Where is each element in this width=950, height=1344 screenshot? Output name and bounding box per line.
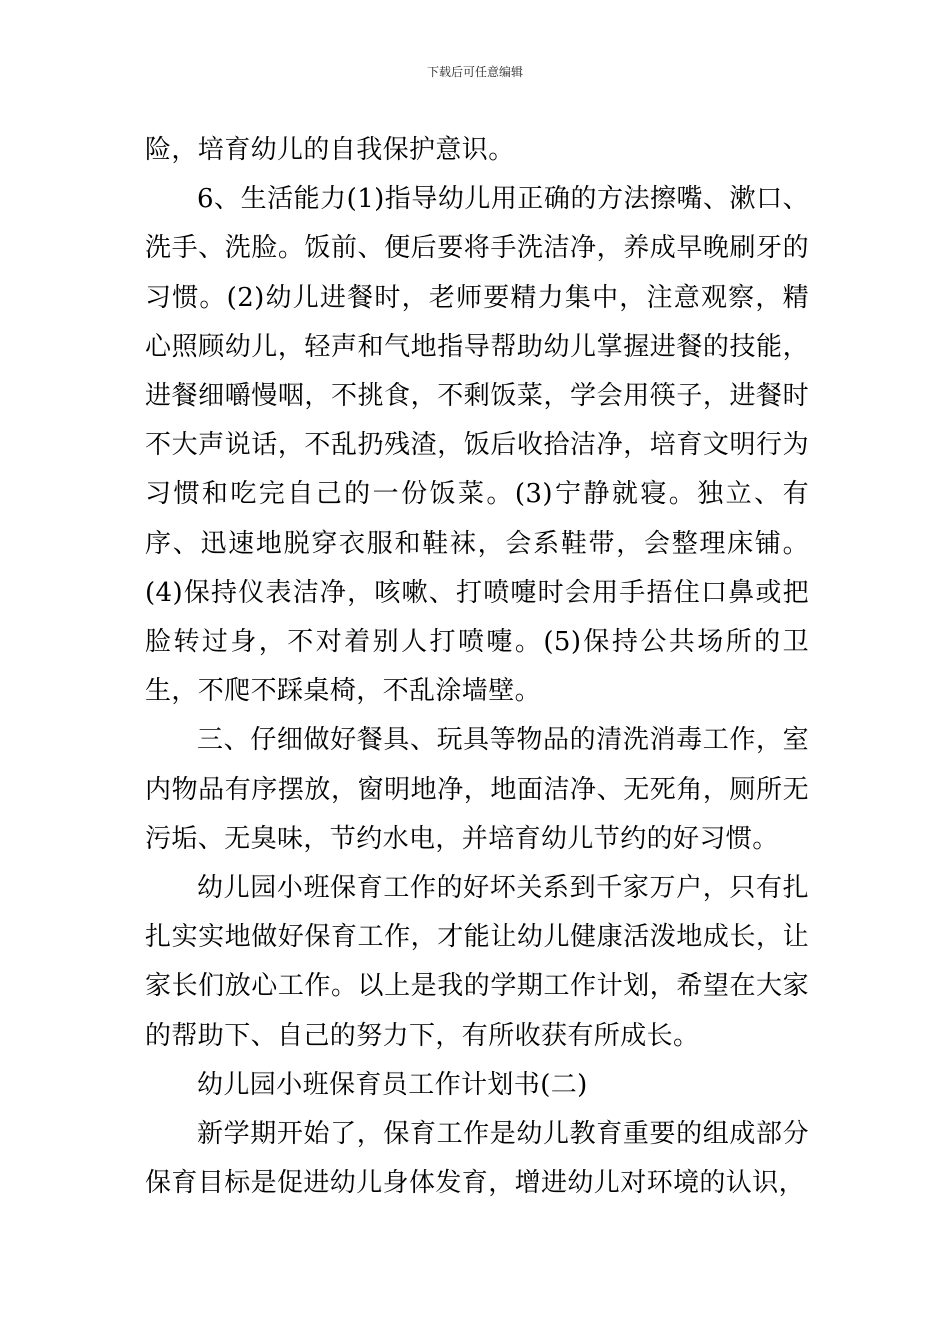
document-body (145, 126, 809, 1208)
paragraph-disinfection: 三、仔细做好餐具、玩具等物品的清洗消毒工作，室内物品有序摆放，窗明地净，地面洁净、无死角，厕所无污垢、无臭味，节约水电，并培育幼儿节约的好习惯。 (145, 725, 809, 854)
paragraph-continuation: 险，培育幼儿的自我保护意识。 (145, 135, 515, 165)
paragraph-conclusion: 幼儿园小班保育工作的好坏关系到千家万户，只有扎扎实实地做好保育工作，才能让幼儿健康活泼地成长，让家长们放心工作。以上是我的学期工作计划，希望在大家的帮助下、自己的努力下，有所收获有所成长。 (145, 873, 809, 1051)
paragraph-new-semester: 新学期开始了，保育工作是幼儿教育重要的组成部分保育目标是促进幼儿身体发育，增进幼儿对环境的认识， (145, 1119, 809, 1199)
page-header: 下载后可任意编辑 (426, 65, 523, 79)
section-title: 幼儿园小班保育员工作计划书(二) (197, 1069, 588, 1100)
paragraph-life-skills: 6、生活能力(1)指导幼儿用正确的方法擦嘴、漱口、洗手、洗脸。饭前、便后要将手洗洁净，养成早晚刷牙的习惯。(2)幼儿进餐时，老师要精力集中，注意观察，精心照顾幼儿，轻声和气地指导帮助幼儿掌握进餐的技能，进餐细嚼慢咽，不挑食，不剩饭菜，学会用筷子，进餐时不大声说话，不乱扔残渣，饭后收拾洁净，培育文明行为习惯和吃完自己的一份饭菜。(3)宁静就寝。独立、有序、迅速地脱穿衣服和鞋袜，会系鞋带，会整理床铺。(4)保持仪表洁净，咳嗽、打喷嚏时会用手捂住口鼻或把脸转过身，不对着别人打喷嚏。(5)保持公共场所的卫生，不爬不踩桌椅，不乱涂墙壁。 (145, 184, 809, 707)
